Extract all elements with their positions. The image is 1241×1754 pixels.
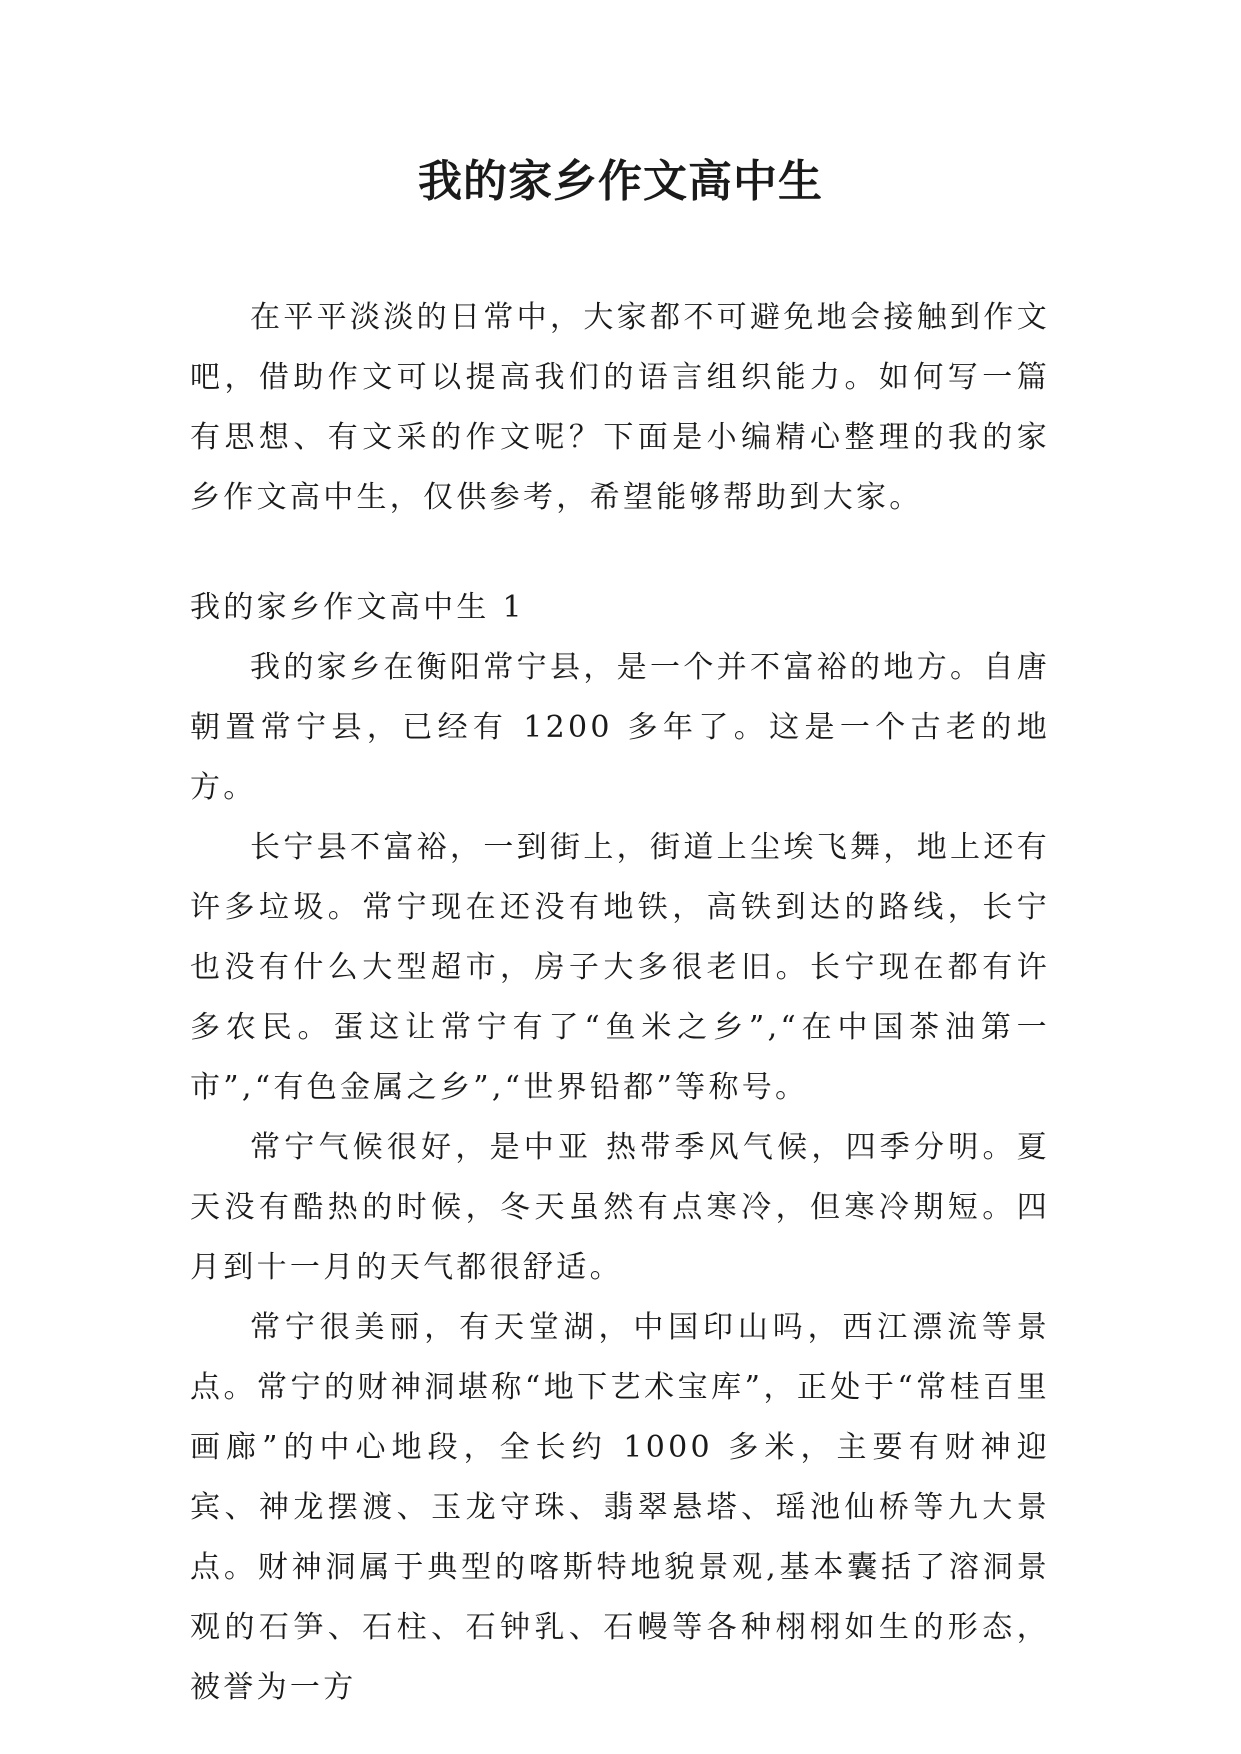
intro-paragraph: 在平平淡淡的日常中，大家都不可避免地会接触到作文吧，借助作文可以提高我们的语言组织能力。如何写一篇有思想、有文采的作文呢？下面是小编精心整理的我的家乡作文高中生，仅供参考，希望能够帮助到大家。: [190, 300, 1050, 515]
body-paragraph-4: 常宁很美丽，有天堂湖，中国印山吗，西江漂流等景点。常宁的财神洞堪称“地下艺术宝库”，正处于“常桂百里画廊”的中心地段，全长约 1000 多米，主要有财神迎宾、神龙摆渡、玉龙守珠、翡翠悬塔、瑶池仙桥等九大景点。财神洞属于典型的喀斯特地貌景观,基本囊括了溶洞景观的石笋、石柱、石钟乳、石幔等各种栩栩如生的形态，被誉为一方: [190, 1310, 1050, 1705]
document-title: 我的家乡作文高中生: [418, 156, 823, 207]
body-paragraph-2: 长宁县不富裕，一到街上，街道上尘埃飞舞，地上还有许多垃圾。常宁现在还没有地铁，高铁到达的路线，长宁也没有什么大型超市，房子大多很老旧。长宁现在都有许多农民。蛋这让常宁有了“鱼米之乡”,“在中国茶油第一市”,“有色金属之乡”,“世界铅都”等称号。: [190, 830, 1050, 1105]
section-heading: 我的家乡作文高中生 1: [190, 590, 525, 625]
document-body: [190, 288, 1050, 1718]
body-paragraph-3: 常宁气候很好，是中亚 热带季风气候，四季分明。夏天没有酷热的时候，冬天虽然有点寒冷，但寒冷期短。四月到十一月的天气都很舒适。: [190, 1130, 1050, 1285]
body-paragraph-1: 我的家乡在衡阳常宁县，是一个并不富裕的地方。自唐朝置常宁县，已经有 1200 多年了。这是一个古老的地方。: [190, 650, 1050, 805]
